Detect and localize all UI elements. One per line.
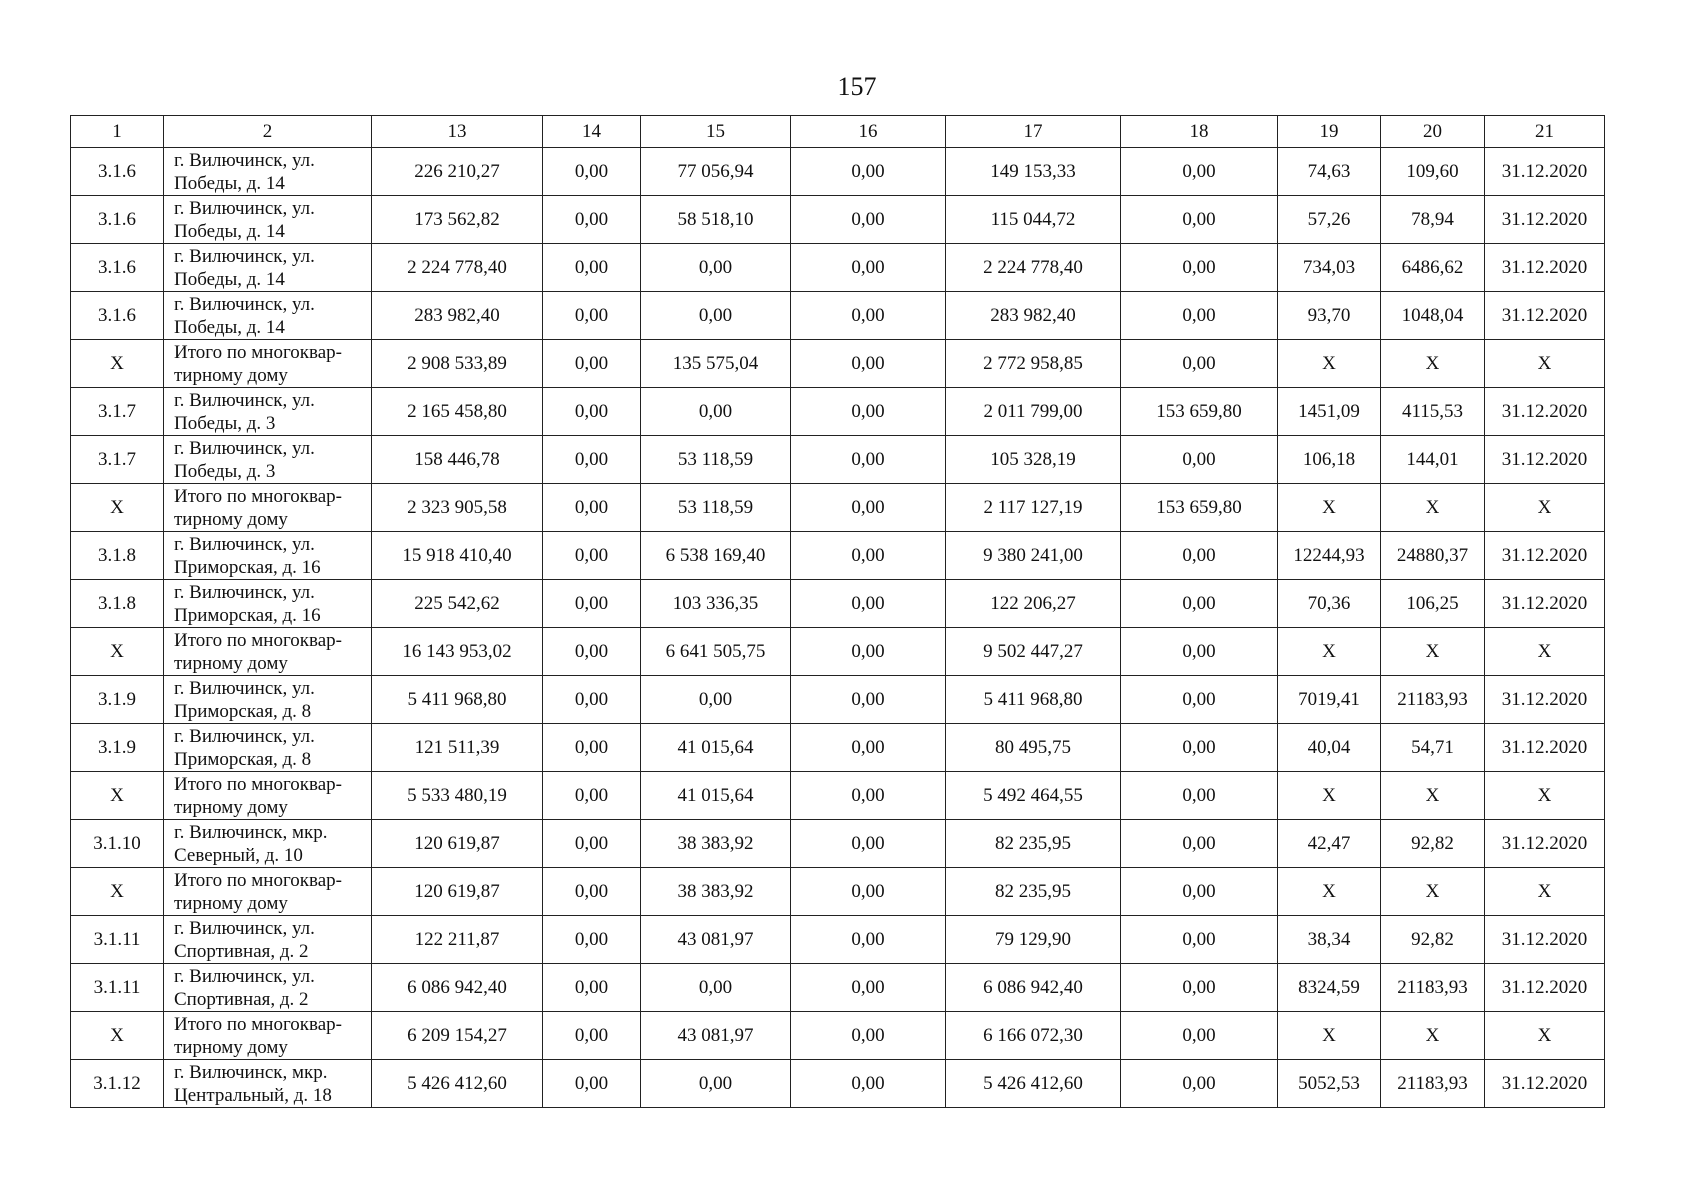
column-header: 21	[1485, 116, 1605, 148]
col-13-value: 120 619,87	[372, 868, 543, 916]
col-15-value: 6 641 505,75	[641, 628, 791, 676]
col-14-value: 0,00	[543, 676, 641, 724]
col-19-value: Х	[1278, 868, 1381, 916]
col-17-value: 2 224 778,40	[946, 244, 1121, 292]
col-18-value: 0,00	[1121, 724, 1278, 772]
col-19-value: 74,63	[1278, 148, 1381, 196]
table-row	[71, 628, 1605, 676]
table-row	[71, 532, 1605, 580]
col-15-value: 41 015,64	[641, 772, 791, 820]
row-number: Х	[71, 340, 164, 388]
col-18-value: 0,00	[1121, 772, 1278, 820]
deadline-date: Х	[1485, 1012, 1605, 1060]
col-18-value: 0,00	[1121, 532, 1278, 580]
col-13-value: 5 411 968,80	[372, 676, 543, 724]
col-18-value: 0,00	[1121, 676, 1278, 724]
col-17-value: 149 153,33	[946, 148, 1121, 196]
col-16-value: 0,00	[791, 340, 946, 388]
table-row	[71, 916, 1605, 964]
col-18-value: 0,00	[1121, 820, 1278, 868]
col-17-value: 2 011 799,00	[946, 388, 1121, 436]
col-20-value: Х	[1381, 772, 1485, 820]
col-19-value: 40,04	[1278, 724, 1381, 772]
col-20-value: 92,82	[1381, 916, 1485, 964]
table-row	[71, 580, 1605, 628]
row-number: 3.1.11	[71, 964, 164, 1012]
row-number: Х	[71, 772, 164, 820]
col-17-value: 82 235,95	[946, 820, 1121, 868]
table-row	[71, 1060, 1605, 1108]
row-number: 3.1.12	[71, 1060, 164, 1108]
col-17-value: 122 206,27	[946, 580, 1121, 628]
col-19-value: 12244,93	[1278, 532, 1381, 580]
col-20-value: 144,01	[1381, 436, 1485, 484]
col-14-value: 0,00	[543, 196, 641, 244]
col-14-value: 0,00	[543, 820, 641, 868]
row-number: 3.1.9	[71, 724, 164, 772]
col-14-value: 0,00	[543, 532, 641, 580]
col-15-value: 38 383,92	[641, 820, 791, 868]
col-14-value: 0,00	[543, 388, 641, 436]
col-14-value: 0,00	[543, 868, 641, 916]
col-15-value: 0,00	[641, 676, 791, 724]
col-17-value: 283 982,40	[946, 292, 1121, 340]
col-14-value: 0,00	[543, 484, 641, 532]
col-13-value: 283 982,40	[372, 292, 543, 340]
address: г. Вилючинск, ул. Победы, д. 14	[164, 244, 372, 292]
address: г. Вилючинск, ул. Приморская, д. 16	[164, 532, 372, 580]
col-13-value: 158 446,78	[372, 436, 543, 484]
col-19-value: 5052,53	[1278, 1060, 1381, 1108]
col-16-value: 0,00	[791, 868, 946, 916]
col-16-value: 0,00	[791, 292, 946, 340]
col-16-value: 0,00	[791, 388, 946, 436]
col-18-value: 0,00	[1121, 1012, 1278, 1060]
col-18-value: 0,00	[1121, 628, 1278, 676]
col-17-value: 9 380 241,00	[946, 532, 1121, 580]
table-row	[71, 484, 1605, 532]
address: г. Вилючинск, ул. Спортивная, д. 2	[164, 964, 372, 1012]
col-18-value: 0,00	[1121, 1060, 1278, 1108]
col-14-value: 0,00	[543, 772, 641, 820]
address: г. Вилючинск, ул. Победы, д. 14	[164, 148, 372, 196]
col-18-value: 0,00	[1121, 436, 1278, 484]
col-18-value: 0,00	[1121, 340, 1278, 388]
table-row	[71, 676, 1605, 724]
col-16-value: 0,00	[791, 772, 946, 820]
col-17-value: 5 426 412,60	[946, 1060, 1121, 1108]
address: Итого по многоквар-тирному дому	[164, 868, 372, 916]
col-13-value: 15 918 410,40	[372, 532, 543, 580]
col-17-value: 80 495,75	[946, 724, 1121, 772]
col-15-value: 43 081,97	[641, 1012, 791, 1060]
col-13-value: 122 211,87	[372, 916, 543, 964]
column-header: 2	[164, 116, 372, 148]
col-14-value: 0,00	[543, 724, 641, 772]
col-20-value: 54,71	[1381, 724, 1485, 772]
col-13-value: 2 165 458,80	[372, 388, 543, 436]
col-14-value: 0,00	[543, 340, 641, 388]
col-16-value: 0,00	[791, 1012, 946, 1060]
col-19-value: 42,47	[1278, 820, 1381, 868]
col-13-value: 225 542,62	[372, 580, 543, 628]
row-number: 3.1.7	[71, 436, 164, 484]
address: г. Вилючинск, ул. Приморская, д. 8	[164, 724, 372, 772]
deadline-date: 31.12.2020	[1485, 436, 1605, 484]
deadline-date: Х	[1485, 484, 1605, 532]
col-15-value: 53 118,59	[641, 436, 791, 484]
col-14-value: 0,00	[543, 1012, 641, 1060]
col-20-value: 24880,37	[1381, 532, 1485, 580]
col-20-value: 4115,53	[1381, 388, 1485, 436]
col-13-value: 16 143 953,02	[372, 628, 543, 676]
address: г. Вилючинск, ул. Победы, д. 3	[164, 388, 372, 436]
col-20-value: Х	[1381, 628, 1485, 676]
col-20-value: 21183,93	[1381, 964, 1485, 1012]
col-20-value: Х	[1381, 340, 1485, 388]
col-20-value: 21183,93	[1381, 1060, 1485, 1108]
row-number: 3.1.6	[71, 292, 164, 340]
col-15-value: 0,00	[641, 292, 791, 340]
col-13-value: 121 511,39	[372, 724, 543, 772]
table-row	[71, 724, 1605, 772]
col-16-value: 0,00	[791, 532, 946, 580]
col-18-value: 0,00	[1121, 916, 1278, 964]
col-19-value: Х	[1278, 628, 1381, 676]
col-14-value: 0,00	[543, 244, 641, 292]
column-header: 1	[71, 116, 164, 148]
column-header: 14	[543, 116, 641, 148]
row-number: Х	[71, 628, 164, 676]
col-13-value: 5 426 412,60	[372, 1060, 543, 1108]
address: Итого по многоквар-тирному дому	[164, 628, 372, 676]
table-row	[71, 244, 1605, 292]
col-16-value: 0,00	[791, 1060, 946, 1108]
col-16-value: 0,00	[791, 196, 946, 244]
deadline-date: 31.12.2020	[1485, 580, 1605, 628]
col-19-value: 7019,41	[1278, 676, 1381, 724]
deadline-date: Х	[1485, 340, 1605, 388]
column-header: 19	[1278, 116, 1381, 148]
col-18-value: 153 659,80	[1121, 388, 1278, 436]
col-15-value: 135 575,04	[641, 340, 791, 388]
col-13-value: 2 224 778,40	[372, 244, 543, 292]
col-20-value: 21183,93	[1381, 676, 1485, 724]
col-13-value: 2 323 905,58	[372, 484, 543, 532]
row-number: Х	[71, 868, 164, 916]
address: г. Вилючинск, ул. Победы, д. 14	[164, 292, 372, 340]
col-20-value: Х	[1381, 484, 1485, 532]
col-15-value: 0,00	[641, 964, 791, 1012]
col-17-value: 105 328,19	[946, 436, 1121, 484]
col-19-value: 734,03	[1278, 244, 1381, 292]
col-20-value: 109,60	[1381, 148, 1485, 196]
col-15-value: 0,00	[641, 1060, 791, 1108]
address: г. Вилючинск, ул. Победы, д. 14	[164, 196, 372, 244]
address: Итого по многоквар-тирному дому	[164, 340, 372, 388]
deadline-date: 31.12.2020	[1485, 964, 1605, 1012]
col-16-value: 0,00	[791, 628, 946, 676]
deadline-date: 31.12.2020	[1485, 196, 1605, 244]
col-20-value: 106,25	[1381, 580, 1485, 628]
col-17-value: 79 129,90	[946, 916, 1121, 964]
address: г. Вилючинск, ул. Спортивная, д. 2	[164, 916, 372, 964]
col-20-value: 6486,62	[1381, 244, 1485, 292]
col-20-value: Х	[1381, 1012, 1485, 1060]
col-16-value: 0,00	[791, 436, 946, 484]
col-18-value: 0,00	[1121, 868, 1278, 916]
col-18-value: 0,00	[1121, 196, 1278, 244]
deadline-date: 31.12.2020	[1485, 148, 1605, 196]
col-19-value: 1451,09	[1278, 388, 1381, 436]
col-18-value: 153 659,80	[1121, 484, 1278, 532]
col-17-value: 5 492 464,55	[946, 772, 1121, 820]
col-14-value: 0,00	[543, 580, 641, 628]
row-number: Х	[71, 484, 164, 532]
table-row	[71, 1012, 1605, 1060]
column-header: 17	[946, 116, 1121, 148]
table-row	[71, 820, 1605, 868]
table-body	[71, 116, 1605, 1108]
col-15-value: 43 081,97	[641, 916, 791, 964]
col-15-value: 38 383,92	[641, 868, 791, 916]
header-row	[71, 116, 1605, 148]
address: Итого по многоквар-тирному дому	[164, 772, 372, 820]
table-row	[71, 772, 1605, 820]
col-19-value: 70,36	[1278, 580, 1381, 628]
col-14-value: 0,00	[543, 292, 641, 340]
table-row	[71, 148, 1605, 196]
deadline-date: Х	[1485, 868, 1605, 916]
row-number: Х	[71, 1012, 164, 1060]
row-number: 3.1.6	[71, 196, 164, 244]
col-16-value: 0,00	[791, 244, 946, 292]
col-15-value: 0,00	[641, 244, 791, 292]
col-14-value: 0,00	[543, 1060, 641, 1108]
col-18-value: 0,00	[1121, 244, 1278, 292]
col-19-value: Х	[1278, 340, 1381, 388]
col-19-value: Х	[1278, 772, 1381, 820]
deadline-date: 31.12.2020	[1485, 724, 1605, 772]
col-16-value: 0,00	[791, 820, 946, 868]
column-header: 20	[1381, 116, 1485, 148]
col-17-value: 2 117 127,19	[946, 484, 1121, 532]
col-15-value: 6 538 169,40	[641, 532, 791, 580]
col-13-value: 226 210,27	[372, 148, 543, 196]
col-19-value: 57,26	[1278, 196, 1381, 244]
deadline-date: 31.12.2020	[1485, 916, 1605, 964]
col-18-value: 0,00	[1121, 964, 1278, 1012]
address: Итого по многоквар-тирному дому	[164, 484, 372, 532]
col-17-value: 6 166 072,30	[946, 1012, 1121, 1060]
address: г. Вилючинск, ул. Приморская, д. 8	[164, 676, 372, 724]
row-number: 3.1.9	[71, 676, 164, 724]
col-16-value: 0,00	[791, 724, 946, 772]
table-row	[71, 388, 1605, 436]
col-14-value: 0,00	[543, 916, 641, 964]
row-number: 3.1.11	[71, 916, 164, 964]
col-19-value: 93,70	[1278, 292, 1381, 340]
col-19-value: 38,34	[1278, 916, 1381, 964]
table-row	[71, 868, 1605, 916]
table-row	[71, 292, 1605, 340]
col-16-value: 0,00	[791, 484, 946, 532]
col-14-value: 0,00	[543, 436, 641, 484]
col-17-value: 5 411 968,80	[946, 676, 1121, 724]
address: г. Вилючинск, ул. Победы, д. 3	[164, 436, 372, 484]
deadline-date: 31.12.2020	[1485, 676, 1605, 724]
col-20-value: 1048,04	[1381, 292, 1485, 340]
col-15-value: 41 015,64	[641, 724, 791, 772]
col-19-value: Х	[1278, 484, 1381, 532]
col-13-value: 120 619,87	[372, 820, 543, 868]
address: Итого по многоквар-тирному дому	[164, 1012, 372, 1060]
col-15-value: 77 056,94	[641, 148, 791, 196]
col-17-value: 82 235,95	[946, 868, 1121, 916]
deadline-date: Х	[1485, 772, 1605, 820]
address: г. Вилючинск, ул. Приморская, д. 16	[164, 580, 372, 628]
col-15-value: 103 336,35	[641, 580, 791, 628]
deadline-date: Х	[1485, 628, 1605, 676]
col-13-value: 2 908 533,89	[372, 340, 543, 388]
row-number: 3.1.8	[71, 532, 164, 580]
deadline-date: 31.12.2020	[1485, 244, 1605, 292]
column-header: 18	[1121, 116, 1278, 148]
col-13-value: 6 086 942,40	[372, 964, 543, 1012]
data-table	[70, 115, 1605, 1108]
col-19-value: 8324,59	[1278, 964, 1381, 1012]
col-13-value: 5 533 480,19	[372, 772, 543, 820]
col-15-value: 53 118,59	[641, 484, 791, 532]
col-14-value: 0,00	[543, 964, 641, 1012]
deadline-date: 31.12.2020	[1485, 292, 1605, 340]
col-20-value: 92,82	[1381, 820, 1485, 868]
col-20-value: Х	[1381, 868, 1485, 916]
col-14-value: 0,00	[543, 628, 641, 676]
col-16-value: 0,00	[791, 676, 946, 724]
address: г. Вилючинск, мкр. Северный, д. 10	[164, 820, 372, 868]
col-14-value: 0,00	[543, 148, 641, 196]
col-20-value: 78,94	[1381, 196, 1485, 244]
deadline-date: 31.12.2020	[1485, 1060, 1605, 1108]
col-18-value: 0,00	[1121, 292, 1278, 340]
col-17-value: 115 044,72	[946, 196, 1121, 244]
column-header: 13	[372, 116, 543, 148]
col-15-value: 58 518,10	[641, 196, 791, 244]
address: г. Вилючинск, мкр. Центральный, д. 18	[164, 1060, 372, 1108]
deadline-date: 31.12.2020	[1485, 820, 1605, 868]
row-number: 3.1.7	[71, 388, 164, 436]
col-18-value: 0,00	[1121, 148, 1278, 196]
deadline-date: 31.12.2020	[1485, 388, 1605, 436]
col-19-value: 106,18	[1278, 436, 1381, 484]
table-row	[71, 340, 1605, 388]
col-17-value: 6 086 942,40	[946, 964, 1121, 1012]
col-19-value: Х	[1278, 1012, 1381, 1060]
row-number: 3.1.6	[71, 148, 164, 196]
table-row	[71, 196, 1605, 244]
row-number: 3.1.8	[71, 580, 164, 628]
col-13-value: 173 562,82	[372, 196, 543, 244]
col-17-value: 9 502 447,27	[946, 628, 1121, 676]
column-header: 15	[641, 116, 791, 148]
table-row	[71, 964, 1605, 1012]
col-16-value: 0,00	[791, 580, 946, 628]
column-header: 16	[791, 116, 946, 148]
col-17-value: 2 772 958,85	[946, 340, 1121, 388]
table-row	[71, 436, 1605, 484]
col-16-value: 0,00	[791, 964, 946, 1012]
col-16-value: 0,00	[791, 148, 946, 196]
page-number: 157	[837, 72, 877, 101]
col-13-value: 6 209 154,27	[372, 1012, 543, 1060]
col-18-value: 0,00	[1121, 580, 1278, 628]
col-16-value: 0,00	[791, 916, 946, 964]
row-number: 3.1.6	[71, 244, 164, 292]
deadline-date: 31.12.2020	[1485, 532, 1605, 580]
col-15-value: 0,00	[641, 388, 791, 436]
row-number: 3.1.10	[71, 820, 164, 868]
